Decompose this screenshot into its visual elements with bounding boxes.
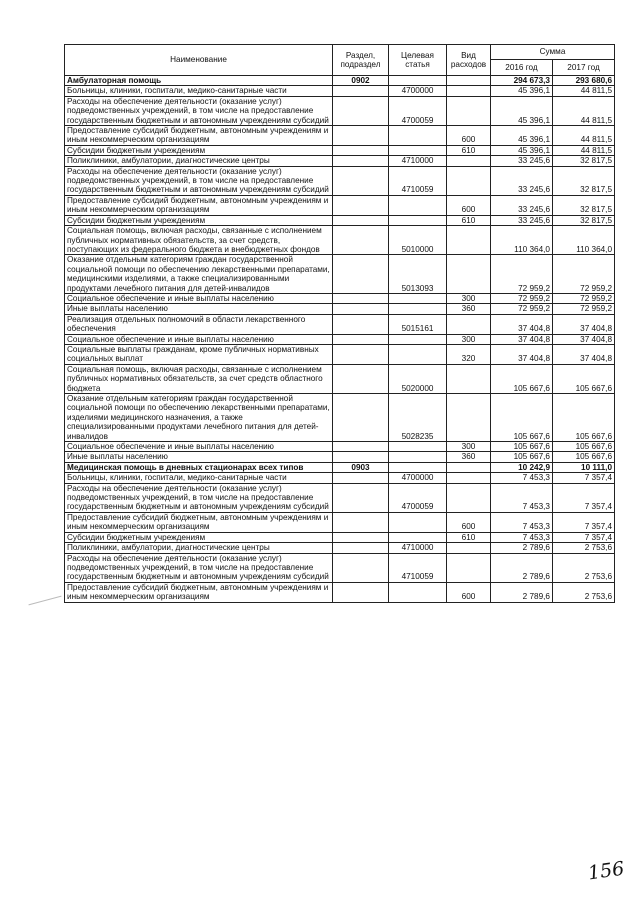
cell-value-2016: 7 453,3 xyxy=(491,532,553,542)
cell-value-2016: 2 789,6 xyxy=(491,582,553,602)
cell-name: Больницы, клиники, госпитали, медико-санитарные части xyxy=(65,86,333,96)
cell-name: Поликлиники, амбулатории, диагностические центры xyxy=(65,156,333,166)
cell-value-2016: 33 245,6 xyxy=(491,195,553,215)
cell-value-2017: 7 357,4 xyxy=(553,512,615,532)
cell-name: Расходы на обеспечение деятельности (оказание услуг) подведомственных учреждений, в том числе на предоставление государственным бюджетным и автономным учреждениям субсидий xyxy=(65,483,333,512)
table-header xyxy=(65,45,615,76)
cell-target: 4710059 xyxy=(389,166,447,195)
cell-value-2017: 105 667,6 xyxy=(553,442,615,452)
cell-name: Социальные выплаты гражданам, кроме публичных нормативных социальных выплат xyxy=(65,344,333,364)
cell-target: 5010000 xyxy=(389,226,447,255)
cell-value-2017: 72 959,2 xyxy=(553,293,615,303)
cell-name: Больницы, клиники, госпитали, медико-санитарные части xyxy=(65,473,333,483)
cell-name: Предоставление субсидий бюджетным, автономным учреждениям и иным некоммерческим организациям xyxy=(65,195,333,215)
cell-type xyxy=(447,76,491,86)
cell-name: Социальная помощь, включая расходы, связанные с исполнением публичных нормативных обязательств, за счет средств, поступающих из федерального бюджета и внебюджетных фондов xyxy=(65,226,333,255)
cell-section xyxy=(333,145,389,155)
cell-value-2016: 105 667,6 xyxy=(491,394,553,442)
cell-type xyxy=(447,553,491,582)
cell-value-2017: 7 357,4 xyxy=(553,532,615,542)
cell-target xyxy=(389,582,447,602)
cell-target xyxy=(389,452,447,462)
cell-type: 600 xyxy=(447,195,491,215)
cell-type: 300 xyxy=(447,442,491,452)
cell-value-2017: 44 811,5 xyxy=(553,86,615,96)
table-row xyxy=(65,86,615,96)
budget-table xyxy=(64,44,615,603)
cell-target: 4710000 xyxy=(389,156,447,166)
table-row xyxy=(65,543,615,553)
cell-value-2017: 72 959,2 xyxy=(553,255,615,294)
cell-section xyxy=(333,156,389,166)
cell-type: 320 xyxy=(447,344,491,364)
cell-value-2017: 37 404,8 xyxy=(553,334,615,344)
table-row xyxy=(65,215,615,225)
cell-target: 4700000 xyxy=(389,473,447,483)
cell-value-2017: 7 357,4 xyxy=(553,483,615,512)
cell-section xyxy=(333,334,389,344)
cell-value-2016: 37 404,8 xyxy=(491,314,553,334)
cell-value-2016: 33 245,6 xyxy=(491,156,553,166)
cell-target: 4710000 xyxy=(389,543,447,553)
cell-type xyxy=(447,156,491,166)
table-row-section-total xyxy=(65,76,615,86)
table-row xyxy=(65,334,615,344)
cell-type xyxy=(447,364,491,393)
cell-target xyxy=(389,195,447,215)
header-year-2016: 2016 год xyxy=(491,60,553,76)
cell-name: Расходы на обеспечение деятельности (оказание услуг) подведомственных учреждений, в том числе на предоставление государственным бюджетным и автономным учреждениям субсидий xyxy=(65,96,333,125)
cell-target xyxy=(389,76,447,86)
cell-value-2016: 45 396,1 xyxy=(491,145,553,155)
cell-target: 4710059 xyxy=(389,553,447,582)
cell-target xyxy=(389,512,447,532)
cell-type xyxy=(447,96,491,125)
cell-value-2017: 2 753,6 xyxy=(553,553,615,582)
cell-target xyxy=(389,145,447,155)
cell-value-2017: 37 404,8 xyxy=(553,344,615,364)
cell-name: Поликлиники, амбулатории, диагностические центры xyxy=(65,543,333,553)
cell-type xyxy=(447,483,491,512)
table-row xyxy=(65,96,615,125)
cell-target xyxy=(389,215,447,225)
cell-section xyxy=(333,166,389,195)
cell-section xyxy=(333,442,389,452)
cell-section xyxy=(333,314,389,334)
header-year-2017: 2017 год xyxy=(553,60,615,76)
cell-name: Предоставление субсидий бюджетным, автономным учреждениям и иным некоммерческим организациям xyxy=(65,512,333,532)
table-row xyxy=(65,226,615,255)
cell-type xyxy=(447,166,491,195)
cell-section xyxy=(333,293,389,303)
cell-name: Социальное обеспечение и иные выплаты населению xyxy=(65,334,333,344)
cell-name: Расходы на обеспечение деятельности (оказание услуг) подведомственных учреждений, в том числе на предоставление государственным бюджетным и автономным учреждениям субсидий xyxy=(65,166,333,195)
cell-section xyxy=(333,126,389,146)
table-row xyxy=(65,195,615,215)
cell-section xyxy=(333,532,389,542)
table-row xyxy=(65,553,615,582)
table-row xyxy=(65,452,615,462)
cell-name: Субсидии бюджетным учреждениям xyxy=(65,532,333,542)
cell-value-2017: 2 753,6 xyxy=(553,582,615,602)
cell-type: 600 xyxy=(447,512,491,532)
cell-value-2017: 105 667,6 xyxy=(553,452,615,462)
cell-section xyxy=(333,473,389,483)
cell-target xyxy=(389,126,447,146)
cell-value-2017: 32 817,5 xyxy=(553,166,615,195)
cell-value-2016: 37 404,8 xyxy=(491,334,553,344)
table-body xyxy=(65,76,615,603)
cell-value-2016: 33 245,6 xyxy=(491,166,553,195)
table-row xyxy=(65,473,615,483)
cell-value-2016: 37 404,8 xyxy=(491,344,553,364)
scan-mark xyxy=(28,596,61,606)
cell-value-2016: 45 396,1 xyxy=(491,96,553,125)
cell-name: Медицинская помощь в дневных стационарах всех типов xyxy=(65,462,333,472)
cell-value-2017: 32 817,5 xyxy=(553,156,615,166)
cell-section: 0902 xyxy=(333,76,389,86)
cell-value-2016: 10 242,9 xyxy=(491,462,553,472)
cell-target: 4700059 xyxy=(389,96,447,125)
cell-name: Реализация отдельных полномочий в области лекарственного обеспечения xyxy=(65,314,333,334)
table-row xyxy=(65,156,615,166)
cell-value-2016: 2 789,6 xyxy=(491,543,553,553)
cell-type xyxy=(447,86,491,96)
header-name: Наименование xyxy=(65,45,333,76)
cell-value-2016: 72 959,2 xyxy=(491,255,553,294)
cell-section xyxy=(333,344,389,364)
cell-target: 4700000 xyxy=(389,86,447,96)
cell-value-2016: 7 453,3 xyxy=(491,512,553,532)
cell-type: 300 xyxy=(447,334,491,344)
cell-section xyxy=(333,255,389,294)
cell-section xyxy=(333,226,389,255)
cell-value-2016: 45 396,1 xyxy=(491,86,553,96)
table-row xyxy=(65,314,615,334)
cell-name: Социальное обеспечение и иные выплаты населению xyxy=(65,293,333,303)
cell-type xyxy=(447,314,491,334)
cell-value-2017: 37 404,8 xyxy=(553,314,615,334)
cell-value-2017: 293 680,6 xyxy=(553,76,615,86)
cell-target: 5013093 xyxy=(389,255,447,294)
cell-value-2016: 2 789,6 xyxy=(491,553,553,582)
cell-type: 360 xyxy=(447,304,491,314)
header-sum: Сумма xyxy=(491,45,615,60)
cell-section xyxy=(333,543,389,553)
cell-section: 0903 xyxy=(333,462,389,472)
table-row xyxy=(65,532,615,542)
table-row xyxy=(65,126,615,146)
cell-value-2017: 110 364,0 xyxy=(553,226,615,255)
cell-type xyxy=(447,255,491,294)
cell-name: Предоставление субсидий бюджетным, автономным учреждениям и иным некоммерческим организациям xyxy=(65,126,333,146)
cell-type xyxy=(447,462,491,472)
cell-type: 300 xyxy=(447,293,491,303)
cell-value-2016: 72 959,2 xyxy=(491,304,553,314)
cell-name: Иные выплаты населению xyxy=(65,304,333,314)
cell-name: Иные выплаты населению xyxy=(65,452,333,462)
cell-target xyxy=(389,442,447,452)
cell-name: Социальное обеспечение и иные выплаты населению xyxy=(65,442,333,452)
cell-type xyxy=(447,226,491,255)
cell-section xyxy=(333,364,389,393)
table-row xyxy=(65,304,615,314)
table-row xyxy=(65,582,615,602)
cell-name: Субсидии бюджетным учреждениям xyxy=(65,215,333,225)
cell-value-2017: 32 817,5 xyxy=(553,195,615,215)
table-row xyxy=(65,364,615,393)
header-expense-type: Вид расходов xyxy=(447,45,491,76)
cell-value-2016: 294 673,3 xyxy=(491,76,553,86)
cell-value-2017: 10 111,0 xyxy=(553,462,615,472)
cell-section xyxy=(333,304,389,314)
cell-value-2017: 44 811,5 xyxy=(553,145,615,155)
cell-name: Оказание отдельным категориям граждан государственной социальной помощи по обеспечению лекарственными препаратами, изделиями медицинского назначения, а также специализированными продуктами лечебного питания для детей-инвалидов xyxy=(65,394,333,442)
cell-type: 600 xyxy=(447,582,491,602)
table-row xyxy=(65,442,615,452)
cell-name: Предоставление субсидий бюджетным, автономным учреждениям и иным некоммерческим организациям xyxy=(65,582,333,602)
cell-type: 610 xyxy=(447,215,491,225)
cell-target xyxy=(389,462,447,472)
cell-section xyxy=(333,582,389,602)
cell-target: 4700059 xyxy=(389,483,447,512)
table-row xyxy=(65,512,615,532)
header-target: Целевая статья xyxy=(389,45,447,76)
cell-section xyxy=(333,86,389,96)
cell-value-2016: 7 453,3 xyxy=(491,473,553,483)
cell-type: 360 xyxy=(447,452,491,462)
cell-target xyxy=(389,532,447,542)
cell-value-2016: 105 667,6 xyxy=(491,442,553,452)
cell-section xyxy=(333,512,389,532)
cell-value-2017: 7 357,4 xyxy=(553,473,615,483)
cell-value-2017: 105 667,6 xyxy=(553,364,615,393)
cell-section xyxy=(333,96,389,125)
cell-value-2016: 45 396,1 xyxy=(491,126,553,146)
cell-target xyxy=(389,304,447,314)
cell-value-2016: 105 667,6 xyxy=(491,452,553,462)
cell-name: Расходы на обеспечение деятельности (оказание услуг) подведомственных учреждений, в том числе на предоставление государственным бюджетным и автономным учреждениям субсидий xyxy=(65,553,333,582)
table-row xyxy=(65,344,615,364)
cell-target xyxy=(389,344,447,364)
cell-value-2017: 32 817,5 xyxy=(553,215,615,225)
cell-type: 600 xyxy=(447,126,491,146)
cell-name: Амбулаторная помощь xyxy=(65,76,333,86)
cell-section xyxy=(333,452,389,462)
cell-value-2017: 44 811,5 xyxy=(553,96,615,125)
cell-section xyxy=(333,195,389,215)
table-row xyxy=(65,145,615,155)
cell-section xyxy=(333,483,389,512)
table-row-section-total xyxy=(65,462,615,472)
cell-type xyxy=(447,394,491,442)
cell-value-2016: 105 667,6 xyxy=(491,364,553,393)
cell-name: Оказание отдельным категориям граждан государственной социальной помощи по обеспечению лекарственными препаратами, медицинскими изделиями, а также специализированными продуктами лечебного питания для детей-инвалидов xyxy=(65,255,333,294)
cell-type xyxy=(447,543,491,553)
cell-target: 5015161 xyxy=(389,314,447,334)
cell-value-2017: 105 667,6 xyxy=(553,394,615,442)
cell-type: 610 xyxy=(447,145,491,155)
cell-type xyxy=(447,473,491,483)
table-row xyxy=(65,166,615,195)
cell-value-2017: 72 959,2 xyxy=(553,304,615,314)
table-row xyxy=(65,483,615,512)
cell-section xyxy=(333,215,389,225)
table-row xyxy=(65,255,615,294)
cell-value-2017: 44 811,5 xyxy=(553,126,615,146)
cell-target xyxy=(389,293,447,303)
cell-target: 5028235 xyxy=(389,394,447,442)
cell-name: Социальная помощь, включая расходы, связанные с исполнением публичных нормативных обязательств, за счет средств областного бюджета xyxy=(65,364,333,393)
cell-value-2016: 110 364,0 xyxy=(491,226,553,255)
cell-type: 610 xyxy=(447,532,491,542)
cell-value-2017: 2 753,6 xyxy=(553,543,615,553)
header-section: Раздел, подраздел xyxy=(333,45,389,76)
cell-value-2016: 33 245,6 xyxy=(491,215,553,225)
cell-section xyxy=(333,394,389,442)
cell-value-2016: 7 453,3 xyxy=(491,483,553,512)
cell-target xyxy=(389,334,447,344)
cell-target: 5020000 xyxy=(389,364,447,393)
cell-section xyxy=(333,553,389,582)
page-number: 156 xyxy=(586,857,626,885)
table-row xyxy=(65,293,615,303)
table-row xyxy=(65,394,615,442)
cell-value-2016: 72 959,2 xyxy=(491,293,553,303)
cell-name: Субсидии бюджетным учреждениям xyxy=(65,145,333,155)
